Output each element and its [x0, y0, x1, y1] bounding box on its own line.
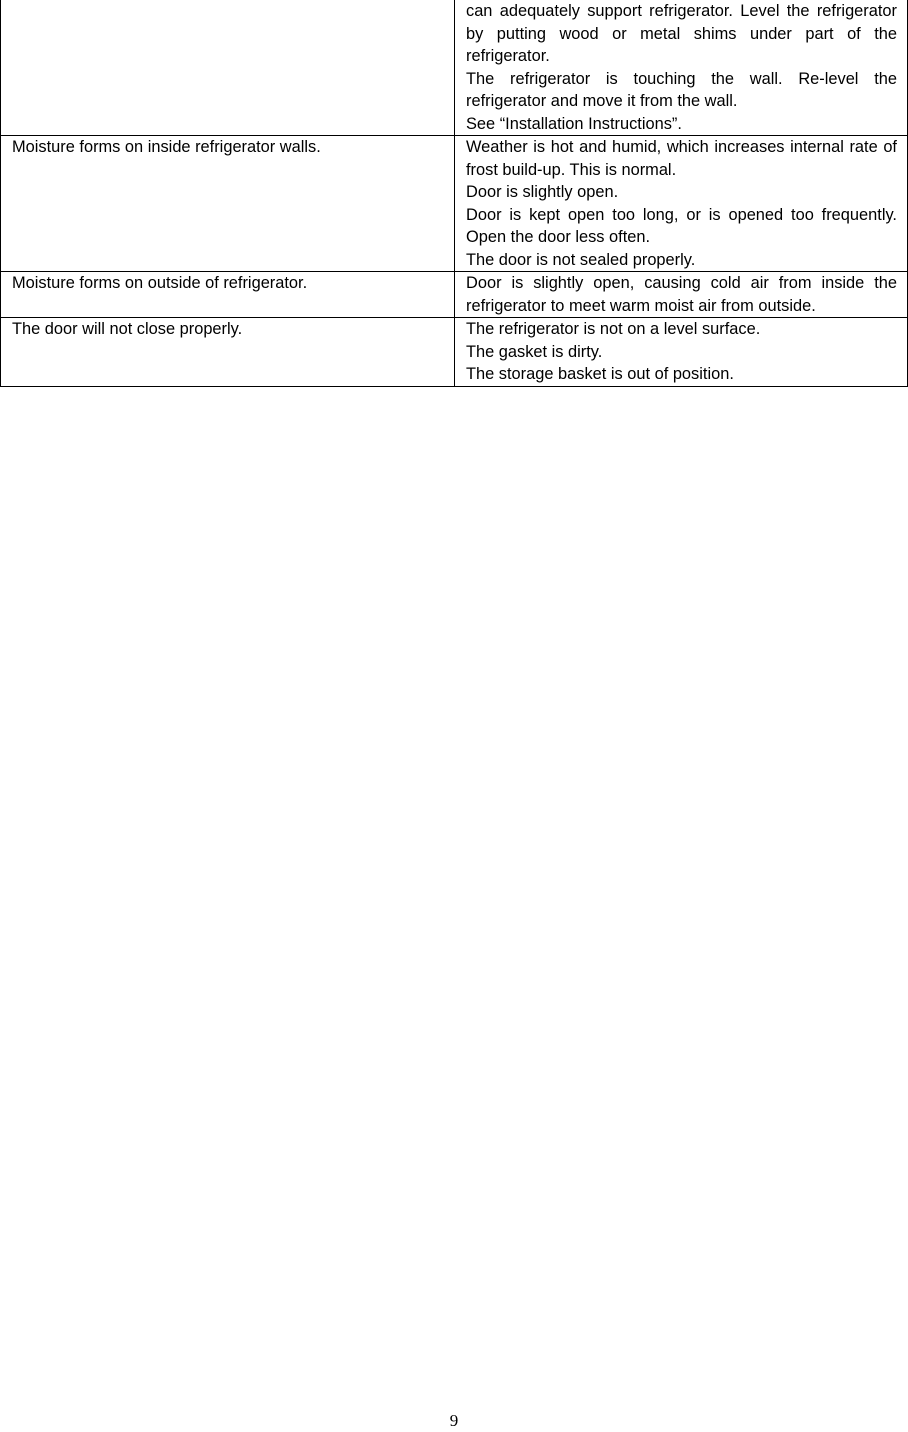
problem-cell: Moisture forms on inside refrigerator walls.	[1, 136, 455, 272]
cause-item: Door is kept open too long, or is opened too frequently. Open the door less often.	[466, 205, 897, 246]
problem-cell	[1, 0, 455, 136]
cause-cell	[455, 318, 908, 387]
table-row	[1, 272, 908, 318]
cause-item: The refrigerator is not on a level surface.	[466, 320, 761, 338]
cause-item: Weather is hot and humid, which increases internal rate of frost build-up. This is normal.	[466, 138, 897, 179]
cause-item: See “Installation Instructions”.	[466, 114, 682, 133]
troubleshooting-table	[0, 0, 908, 387]
cause-cell	[455, 136, 908, 272]
cause-item: Door is slightly open.	[466, 183, 619, 201]
problem-cell: Moisture forms on outside of refrigerator.	[1, 272, 455, 318]
page-number: 9	[449, 1411, 459, 1430]
cause-item: Door is slightly open, causing cold air from inside the refrigerator to meet warm moist air from outside.	[466, 274, 897, 315]
cause-item: can adequately support refrigerator. Level the refrigerator by putting wood or metal shims under part of the refrigerator.	[466, 2, 897, 65]
table-row	[1, 318, 908, 387]
cause-item: The door is not sealed properly.	[466, 250, 696, 269]
cause-cell	[455, 272, 908, 318]
table-row	[1, 0, 908, 136]
cause-cell	[455, 0, 908, 136]
cause-item: The gasket is dirty.	[466, 342, 603, 361]
cause-item: The refrigerator is touching the wall. Re-level the refrigerator and move it from the wall.	[466, 69, 897, 110]
problem-cell: The door will not close properly.	[1, 318, 455, 387]
cause-item: The storage basket is out of position.	[466, 365, 734, 383]
table-row	[1, 136, 908, 272]
